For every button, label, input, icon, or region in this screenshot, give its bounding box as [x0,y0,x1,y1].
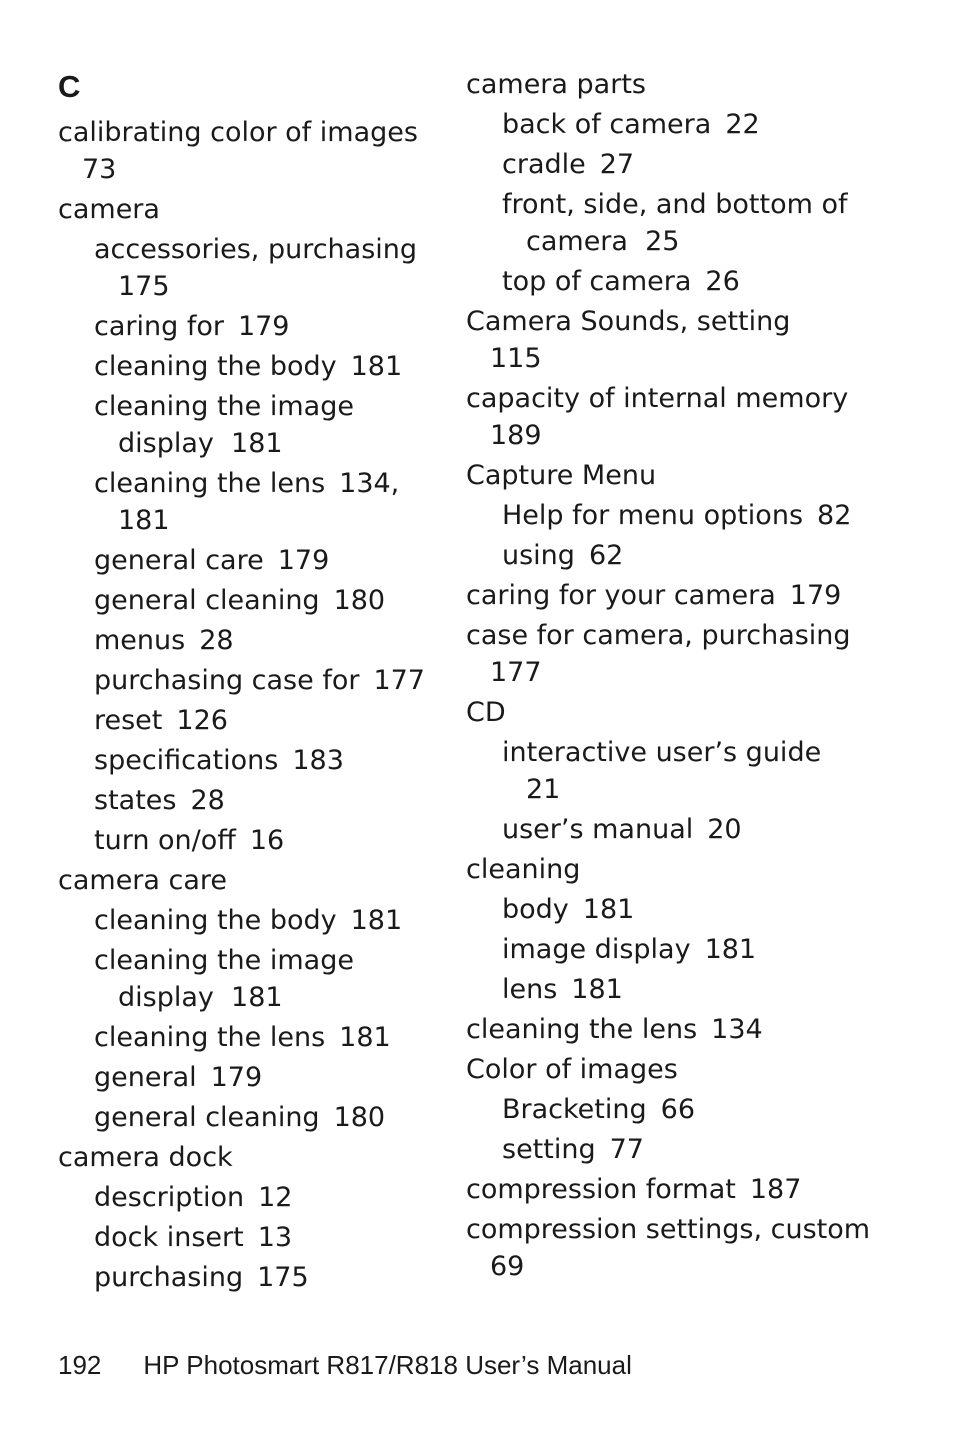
page-number: 192 [58,1350,102,1380]
index-subentry [94,822,438,859]
entry-term: camera dock [58,1142,233,1173]
entry-page-ref: 181 [339,1022,391,1053]
index-entry [466,380,906,454]
entry-term: capacity of internal memory [466,383,849,414]
entry-term: user’s manual [502,814,694,845]
index-subentry [94,622,438,659]
index-subentry [94,1099,438,1136]
entry-page-ref: 187 [749,1174,802,1205]
index-subentry [502,497,906,534]
entry-term: Capture Menu [466,460,657,491]
entry-term: states [94,785,177,816]
entry-term: cleaning the body [94,905,337,936]
entry-page-ref: 20 [707,814,742,845]
index-entry [466,1051,906,1088]
entry-continuation: 175 [118,271,170,302]
index-subentry [502,1091,906,1128]
index-subentry [94,231,438,305]
index-column-left [58,66,438,1299]
entry-term: accessories, purchasing [94,234,418,265]
entry-term: cleaning the lens [94,1022,326,1053]
index-subentry [94,902,438,939]
entry-term: Camera Sounds, setting [466,306,791,337]
entry-page-ref: 13 [257,1222,293,1253]
index-entry [466,851,906,888]
entry-term: cleaning the body [94,351,337,382]
entry-page-ref: 179 [277,545,330,576]
entry-page-ref: 181 [350,905,403,936]
entry-term: top of camera [502,266,692,297]
index-entry [466,303,906,377]
index-entry [466,457,906,494]
entry-page-ref: 12 [258,1182,293,1213]
index-subentry [94,1219,438,1256]
index-entry [58,114,438,188]
entry-term: reset [94,705,163,736]
index-entry [466,694,906,731]
entry-term: cleaning [466,854,581,885]
index-entry [466,617,906,691]
index-subentry [502,186,906,260]
entry-term: front, side, and bottom of [502,189,848,220]
index-subentry [94,348,438,385]
entry-term: purchasing [94,1262,244,1293]
entry-term: Bracketing [502,1094,647,1125]
entry-continuation: 181 [118,505,170,536]
entry-term: general [94,1062,197,1093]
index-entry [466,1011,906,1048]
entry-continuation: camera 25 [526,226,680,257]
entry-term: general care [94,545,264,576]
entry-page-ref: 16 [249,825,285,856]
entry-term: camera [58,194,160,225]
entry-term: description [94,1182,245,1213]
entry-page-ref: 66 [660,1094,695,1125]
entry-continuation: 73 [82,154,117,185]
entry-page-ref: 22 [725,109,760,140]
section-letter: C [58,69,81,104]
entry-page-ref: 82 [817,500,852,531]
index-subentry [94,1059,438,1096]
entry-page-ref: 179 [237,311,290,342]
index-subentry [94,702,438,739]
entry-page-ref: 179 [789,580,842,611]
entry-page-ref: 134, [339,468,400,499]
entry-term: lens [502,974,558,1005]
index-entry [58,862,438,899]
entry-page-ref: 181 [704,934,757,965]
entry-page-ref: 181 [582,894,635,925]
entry-page-ref: 77 [609,1134,644,1165]
entry-continuation: 177 [490,657,542,688]
entry-term: CD [466,697,506,728]
entry-page-ref: 26 [705,266,740,297]
index-subentry [502,537,906,574]
entry-term: menus [94,625,186,656]
entry-term: specifications [94,745,279,776]
entry-page-ref: 28 [190,785,225,816]
entry-page-ref: 180 [333,1102,386,1133]
entry-term: case for camera, purchasing [466,620,851,651]
index-subentry [502,734,906,808]
index-column-right [466,66,906,1288]
index-entry [466,1171,906,1208]
manual-title: HP Photosmart R817/R818 User’s Manual [143,1350,632,1380]
entry-term: camera care [58,865,228,896]
index-entry [58,1139,438,1176]
index-subentry [94,465,438,539]
entry-page-ref: 126 [176,705,228,736]
index-subentry [502,811,906,848]
entry-term: cleaning the image [94,391,354,422]
index-subentry [502,931,906,968]
entry-term: cradle [502,149,586,180]
index-subentry [502,146,906,183]
entry-term: body [502,894,569,925]
entry-continuation: 69 [490,1251,525,1282]
entry-page-ref: 179 [210,1062,263,1093]
entry-term: Color of images [466,1054,678,1085]
entry-continuation: 115 [490,343,542,374]
index-subentry [94,742,438,779]
index-entry [466,66,906,103]
index-subentry [94,582,438,619]
index-subentry [502,263,906,300]
entry-page-ref: 175 [257,1262,309,1293]
entry-term: Help for menu options [502,500,804,531]
index-subentry [94,662,438,699]
index-subentry [94,308,438,345]
index-subentry [94,1259,438,1296]
index-subentry [502,891,906,928]
index-entry [58,191,438,228]
entry-term: dock insert [94,1222,244,1253]
index-subentry [94,1179,438,1216]
entry-term: camera parts [466,69,646,100]
entry-term: general cleaning [94,585,320,616]
index-subentry [94,782,438,819]
entry-continuation: display 181 [118,982,283,1013]
index-subentry [94,542,438,579]
entry-continuation: 21 [526,774,561,805]
entry-term: back of camera [502,109,712,140]
entry-term: calibrating color of images [58,117,418,148]
entry-term: turn on/off [94,825,236,856]
entry-term: cleaning the lens [466,1014,698,1045]
entry-page-ref: 62 [588,540,624,571]
entry-term: compression settings, custom [466,1214,871,1245]
entry-page-ref: 134 [711,1014,763,1045]
index-subentry [502,971,906,1008]
entry-term: setting [502,1134,596,1165]
entry-term: image display [502,934,691,965]
page-footer [58,1350,632,1381]
entry-term: purchasing case for [94,665,360,696]
entry-term: cleaning the lens [94,468,326,499]
entry-page-ref: 27 [599,149,635,180]
entry-term: compression format [466,1174,736,1205]
entry-term: caring for your camera [466,580,776,611]
entry-page-ref: 28 [199,625,234,656]
entry-continuation: display 181 [118,428,283,459]
index-subentry [502,1131,906,1168]
entry-page-ref: 181 [571,974,623,1005]
entry-term: general cleaning [94,1102,320,1133]
entry-term: cleaning the image [94,945,354,976]
index-subentry [94,1019,438,1056]
index-entry [466,1211,906,1285]
index-entry [466,577,906,614]
entry-continuation: 189 [490,420,542,451]
entry-page-ref: 180 [333,585,386,616]
entry-term: using [502,540,575,571]
entry-page-ref: 183 [292,745,344,776]
entry-term: caring for [94,311,224,342]
index-subentry [94,942,438,1016]
index-subentry [502,106,906,143]
index-subentry [94,388,438,462]
entry-page-ref: 177 [373,665,425,696]
entry-term: interactive user’s guide [502,737,822,768]
entry-page-ref: 181 [350,351,403,382]
